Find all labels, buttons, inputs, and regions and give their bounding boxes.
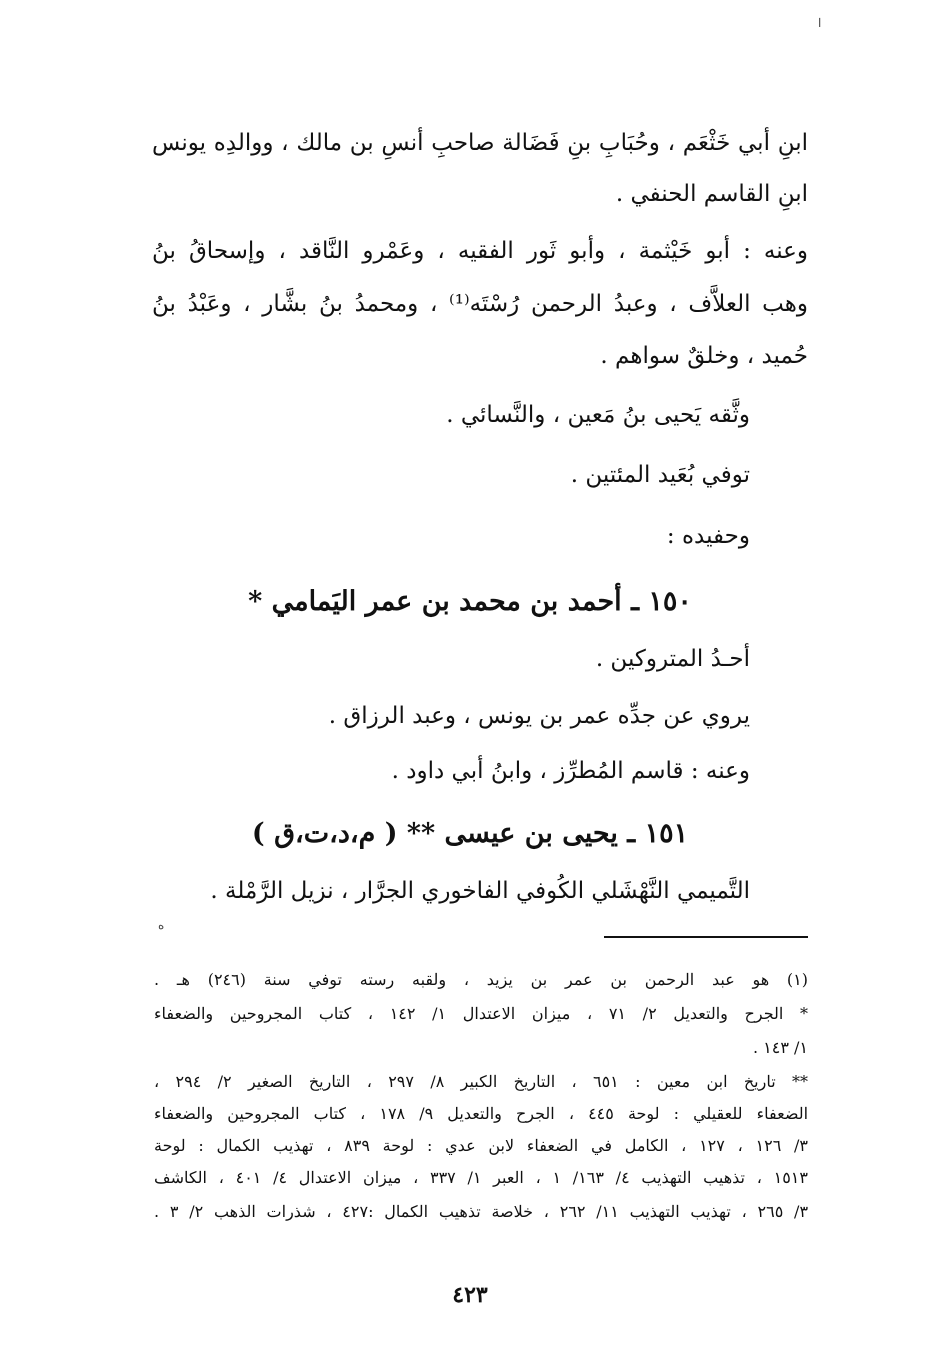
body-line-8: وحفيده : — [666, 523, 750, 549]
footnote-line-5: الضعفاء للعقيلي : لوحة ٤٤٥ ، الجرح والتعديل ٩/ ١٧٨ ، كتاب المجروحين والضعفاء — [154, 1104, 809, 1123]
footnote-line-6: ٣/ ١٢٦ ، ١٢٧ ، الكامل في الضعفاء لابن عدي : لوحة ٨٣٩ ، تهذيب الكمال : لوحة — [154, 1136, 809, 1155]
body-line-2: ابنِ القاسم الحنفي . — [615, 181, 808, 207]
body-line-4: وهب العلاَّف ، وعبدُ الرحمن رُسْتَه⁽¹⁾ ، ومحمدُ بنُ بشَّار ، وعَبْدُ بنُ — [152, 291, 808, 317]
body-line-3: وعنه : أبو خَيْثمة ، وأبو ثَور الفقيه ، وعَمْرو النَّاقد ، وإسحاقُ بنُ — [152, 238, 808, 264]
body-line-1: ابنِ أبي خَثْعَم ، وحُبَابِ بنِ فَضَالة صاحبِ أنسِ بن مالك ، ووالدِه يونس — [152, 130, 808, 156]
footnote-separator — [604, 936, 808, 938]
margin-mark-top: ا — [818, 16, 822, 30]
footnote-line-3: ١/ ١٤٣ . — [752, 1038, 808, 1057]
footnote-line-7: ١٥١٣ ، تذهيب التهذيب ٤/ ١٦٣/ ١ ، العبر ١/ ٣٣٧ ، ميزان الاعتدال ٤/ ٤٠١ ، الكاشف — [154, 1168, 808, 1187]
entry-150-line-3: وعنه : قاسم المُطرِّز ، وابنُ أبي داود . — [391, 758, 750, 784]
page-number: ٤٢٣ — [452, 1282, 488, 1308]
entry-150-line-1: أحـدُ المتروكين . — [595, 646, 750, 672]
entry-150-line-2: يروي عن جدِّه عمر بن يونس ، وعبد الرزاق . — [328, 703, 750, 729]
entry-151-heading: ١٥١ ـ يحيى بن عيسى ** ( م،د،ت،ق ) — [251, 818, 689, 849]
entry-150-heading: ١٥٠ ـ أحمد بن محمد بن عمر اليَمامي * — [248, 586, 692, 617]
footnote-line-8: ٣/ ٢٦٥ ، تهذيب التهذيب ١١/ ٢٦٢ ، خلاصة تذهيب الكمال :٤٢٧ ، شذرات الذهب ٢/ ٣ . — [154, 1202, 809, 1221]
margin-mark-circle: ه — [158, 918, 165, 932]
footnote-line-2: * الجرح والتعديل ٢/ ٧١ ، ميزان الاعتدال ١/ ١٤٢ ، كتاب المجروحين والضعفاء — [154, 1004, 809, 1023]
entry-151-line-1: التَّميمي النَّهْشَلي الكُوفي الفاخوري الجرَّار ، نزيل الرَّمْلة . — [210, 878, 750, 904]
body-line-5: حُميد ، وخلقٌ سواهم . — [600, 343, 808, 369]
body-line-6: وثَّقه يَحيى بنُ مَعين ، والنَّسائي . — [446, 402, 750, 428]
body-line-7: توفي بُعَيد المئتين . — [570, 462, 750, 488]
footnote-line-1: (١) هو عبد الرحمن بن عمر بن يزيد ، ولقبه رسته توفي سنة (٢٤٦) هـ . — [154, 970, 809, 989]
footnote-line-4: ** تاريخ ابن معين : ٦٥١ ، التاريخ الكبير ٨/ ٢٩٧ ، التاريخ الصغير ٢/ ٢٩٤ ، — [154, 1072, 809, 1091]
